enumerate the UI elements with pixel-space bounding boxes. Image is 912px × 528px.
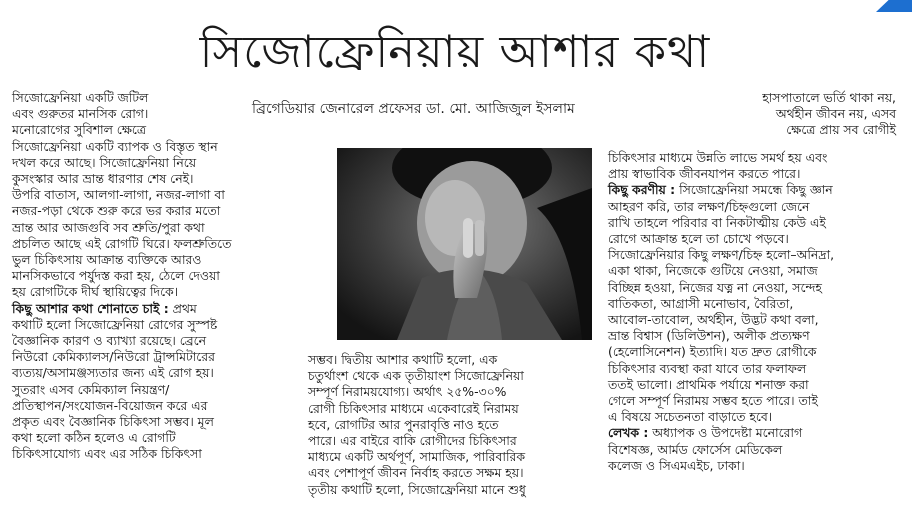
text-line: পারে। এর বাইরে বাকি রোগীদের চিকিৎসার xyxy=(308,433,517,449)
text-line: কুসংস্কার আর ভ্রান্ত ধারণার শেষ নেই। xyxy=(12,171,194,187)
text-line: ভুল চিকিৎসায় আক্রান্ত ব্যক্তিকে আরও xyxy=(12,252,202,268)
text-line: নিউরো কেমিক্যালস/নিউরো ট্রান্সমিটারের xyxy=(12,349,215,365)
byline: ব্রিগেডিয়ার জেনারেল প্রফেসর ডা. মো. আজিজুল ইসলাম xyxy=(252,101,575,117)
author-label: লেখক : xyxy=(608,425,649,441)
article-photo xyxy=(337,148,592,340)
text-line: চিকিৎসার মাধ্যমে উন্নতি লাভে সমর্থ হয় এবং xyxy=(608,150,828,165)
text-line: মানসিকভাবে পর্যুদস্ত করা হয়, ঠেলে দেওয়া xyxy=(12,268,220,284)
text-line: (হেলোসিনেশন) ইত্যাদি। যত দ্রুত রোগীকে xyxy=(608,344,817,360)
text-line: চতুর্থাংশ থেকে এক তৃতীয়াংশ সিজোফ্রেনিয়া xyxy=(308,368,524,384)
text-line: রাখি তাহলে পরিবার বা নিকটাত্মীয় কেউ এই xyxy=(608,214,826,230)
text-line: সম্ভব। দ্বিতীয় আশার কথাটি হলো, এক xyxy=(308,352,498,367)
text-line: প্রকৃত এবং বৈজ্ঞানিক চিকিৎসা সম্ভব। মূল xyxy=(12,414,214,430)
text-line: সিজোফ্রেনিয়া একটি ব্যাপক ও বিস্তৃত স্থান xyxy=(12,138,218,154)
corner-accent xyxy=(876,0,912,12)
text-line: ক্ষেত্রে প্রায় সব রোগীই xyxy=(786,122,896,138)
text-line: রোগী চিকিৎসার মাধ্যমে একেবারেই নিরাময় xyxy=(308,400,519,416)
text-line: দখল করে আছে। সিজোফ্রেনিয়া নিয়ে xyxy=(12,154,197,170)
text-line: প্রায় স্বাভাবিক জীবনযাপন করতে পারে। xyxy=(608,166,801,182)
text-line: কথা হলো কঠিন হলেও এ রোগটি xyxy=(12,430,176,446)
text-line: নজর-পড়া থেকে শুরু করে ভর করার মতো xyxy=(12,203,221,219)
col1-paragraph-2 xyxy=(12,301,264,463)
text-fragment: সিজোফ্রেনিয়া সমন্ধে কিছু জ্ঞান xyxy=(679,182,833,198)
col1-paragraph-1 xyxy=(12,90,264,301)
text-line xyxy=(608,182,900,198)
section-heading: কিছু আশার কথা শোনাতে চাই : xyxy=(12,300,169,316)
text-line: আহরণ করি, তার লক্ষণ/চিহ্নগুলো জেনে xyxy=(608,198,810,214)
text-line: বিশেষজ্ঞ, আর্মড ফোর্সেস মেডিকেল xyxy=(608,441,783,457)
text-line: বিচ্ছিন্ন হওয়া, নিজের যত্ন না নেওয়া, সন্দেহ xyxy=(608,279,822,295)
text-line: কথাটি হলো সিজোফ্রেনিয়া রোগের সুস্পষ্ট xyxy=(12,316,218,332)
text-fragment: অধ্যাপক ও উপদেষ্টা মনোরোগ xyxy=(652,425,803,441)
text-line: একা থাকা, নিজেকে গুটিয়ে নেওয়া, সমাজ xyxy=(608,263,818,279)
text-line: সিজোফ্রেনিয়ার কিছু লক্ষণ/চিহ্ন হলো–অনিদ্রা, xyxy=(608,247,835,263)
text-line: হবে, রোগটির আর পুনরাবৃত্তি নাও হতে xyxy=(308,416,499,432)
column-2 xyxy=(308,352,602,498)
text-line: এবং গুরুতর মানসিক রোগ। xyxy=(12,106,149,122)
text-line: এবং পেশাপূর্ণ জীবন নির্বাহ করতে সক্ষম হয়। xyxy=(308,465,524,481)
column-3-top xyxy=(706,90,896,139)
text-line: রোগে আক্রান্ত হলে তা চোখে পড়বে। xyxy=(608,231,789,247)
text-line: সুতরাং এসব কেমিক্যাল নিয়ন্ত্রণ/ xyxy=(12,381,170,397)
text-line: উপরি বাতাস, আলগা-লাগা, নজর-লাগা বা xyxy=(12,187,225,203)
text-line: অর্থহীন জীবন নয়, এসব xyxy=(775,106,896,122)
text-line: বৈজ্ঞানিক কারণ ও ব্যাখ্যা রয়েছে। ব্রেনে xyxy=(12,333,206,349)
text-line: চিকিৎসার ব্যবস্থা করা যাবে তার ফলাফল xyxy=(608,360,807,376)
column-3 xyxy=(608,150,900,474)
text-line: আবোল-তাবোল, অর্থহীন, উদ্ভট কথা বলা, xyxy=(608,312,819,328)
col3-paragraph-1 xyxy=(608,150,900,182)
text-line: সম্পূর্ণ নিরাময়যোগ্য। অর্থাৎ ২৫%-৩০% xyxy=(308,384,507,400)
text-line: ভ্রান্ত আর আজগুবি সব শ্রুতি/পুরা কথা xyxy=(12,219,205,235)
text-line: হাসপাতালে ভর্তি থাকা নয়, xyxy=(762,90,896,105)
col2-paragraph xyxy=(308,352,602,498)
headline: সিজোফ্রেনিয়ায় আশার কথা xyxy=(199,25,711,78)
author-note xyxy=(608,425,900,474)
text-line: গেলে সম্পূর্ণ নিরাময় সম্ভব হতে পারে। তাই xyxy=(608,393,818,409)
text-line: সিজোফ্রেনিয়া একটি জটিল xyxy=(12,90,149,105)
text-line: মাধ্যমে একটি অর্থপূর্ণ, সামাজিক, পারিবারিক xyxy=(308,449,525,465)
text-line: কলেজ ও সিএমএইচ, ঢাকা। xyxy=(608,457,745,473)
man-photo-illustration xyxy=(337,148,592,340)
text-line: তৃতীয় কথাটি হলো, সিজোফ্রেনিয়া মানে শুধু xyxy=(308,481,526,497)
section-heading: কিছু করণীয় : xyxy=(608,182,676,198)
text-line xyxy=(608,425,900,441)
text-line: প্রচলিত আছে এই রোগটি ঘিরে। ফলশ্রুতিতে xyxy=(12,235,232,251)
text-fragment: প্রথম xyxy=(172,300,197,316)
text-line: ব্যত্যয়/অসামঞ্জস্যতার জন্য এই রোগ হয়। xyxy=(12,365,214,381)
text-line: ভ্রান্ত বিশ্বাস (ডিলিউশন), অলীক প্রত্যক্ষণ xyxy=(608,328,810,344)
column-1 xyxy=(12,90,264,463)
text-line: চিকিৎসাযোগ্য এবং এর সঠিক চিকিৎসা xyxy=(12,446,202,462)
text-line: মনোরোগের সুবিশাল ক্ষেত্রে xyxy=(12,122,146,138)
col3-paragraph-2 xyxy=(608,182,900,425)
text-line xyxy=(12,301,264,317)
text-line: প্রতিস্থাপন/সংযোজন-বিয়োজন করে এর xyxy=(12,397,208,413)
text-line: এ বিষয়ে সচেতনতা বাড়াতে হবে। xyxy=(608,409,773,425)
text-line: ততই ভালো। প্রাথমিক পর্যায়ে শনাক্ত করা xyxy=(608,376,809,392)
text-line: বাতিকতা, আগ্রাসী মনোভাব, বৈরিতা, xyxy=(608,295,794,311)
text-line: হয় রোগটিকে দীর্ঘ স্থায়িত্বের দিকে। xyxy=(12,284,179,300)
